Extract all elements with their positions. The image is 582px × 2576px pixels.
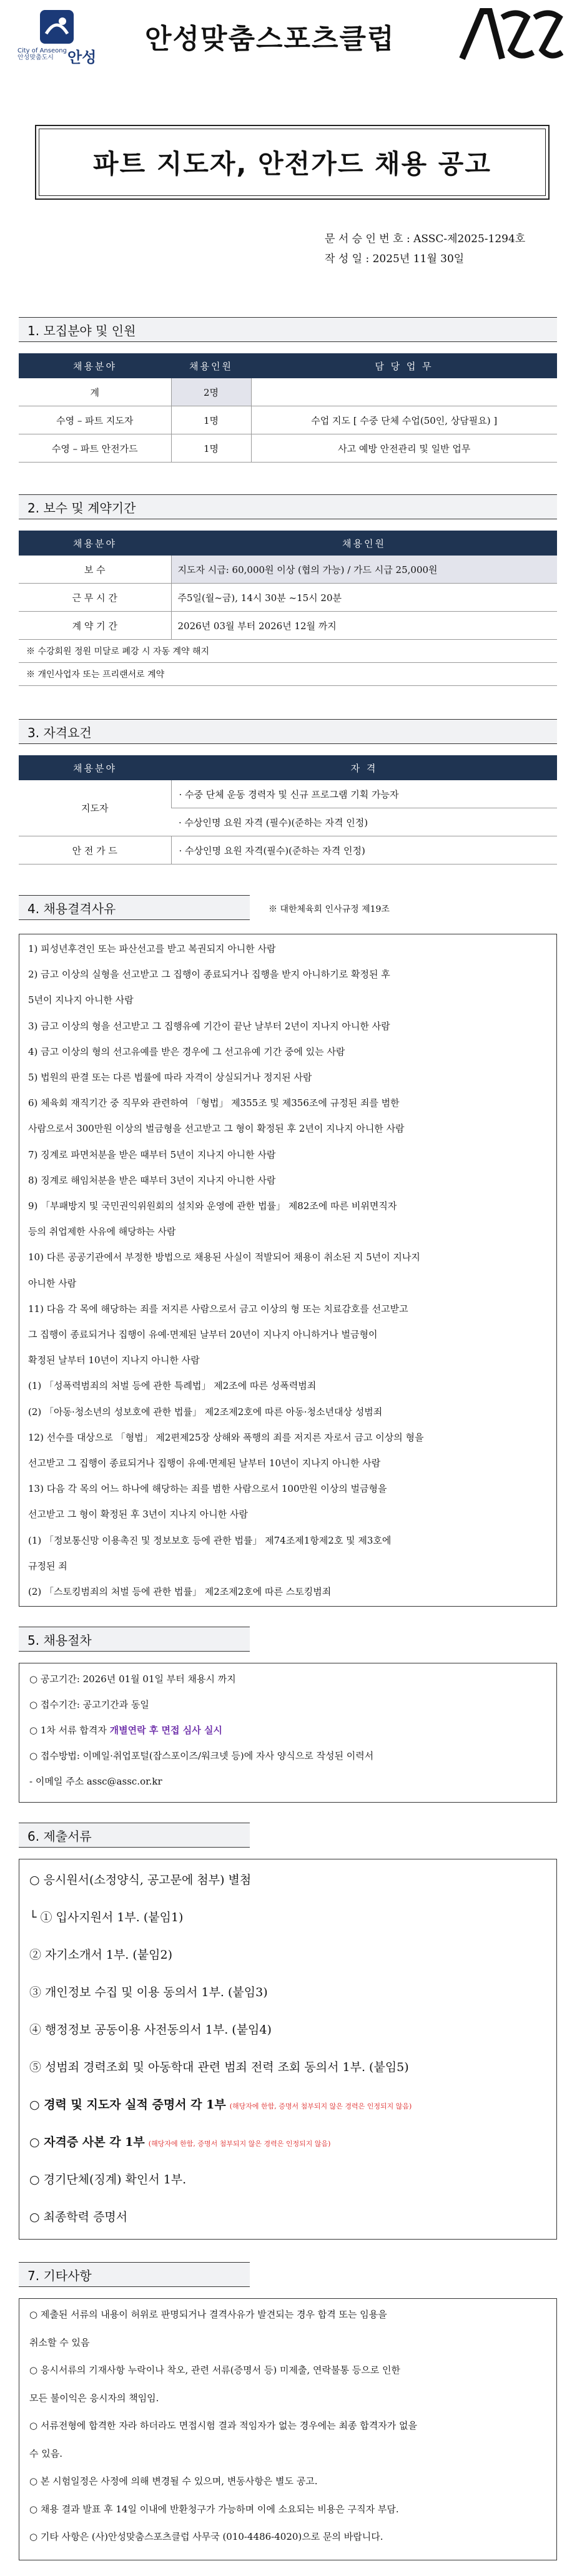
list-line: 2) 금고 이상의 실형을 선고받고 그 집행이 종료되거나 집행을 받지 아니하기로 확정된 후 <box>28 969 390 981</box>
table-row: 지도자 · 수중 단체 운동 경력자 및 신규 프로그램 기획 가능자 <box>19 780 557 808</box>
section-documents: 6. 제출서류 <box>19 1823 250 1848</box>
list-line: 11) 다음 각 목에 해당하는 죄를 저지른 사람으로서 금고 이상의 형 또는 치료감호를 선고받고 <box>28 1303 408 1315</box>
list-line: 등의 취업제한 사유에 해당하는 사람 <box>28 1226 176 1238</box>
procedure-period: ○ 공고기간: 2026년 01월 01일 부터 채용시 까지 <box>29 1673 236 1685</box>
col-header: 자 격 <box>171 755 557 780</box>
document-license: ○ 자격증 사본 각 1부 (해당자에 한함, 증명서 첨부되지 않은 경력은 인정되지 않음) <box>29 2135 331 2149</box>
list-line: 취소할 수 있음 <box>29 2336 90 2348</box>
list-line: (1) 「정보통신망 이용촉진 및 정보보호 등에 관한 법률」 제74조제1항제2호 및 제3호에 <box>28 1534 392 1546</box>
list-line: ○ 응시서류의 기재사항 누락이나 착오, 관련 서류(증명서 등) 미제출, 연락불통 등으로 인한 <box>29 2364 400 2376</box>
club-name: 안성맞춤스포츠클럽 <box>145 23 395 55</box>
document-item: └ ① 입사지원서 1부. (붙임1) <box>29 1911 184 1924</box>
list-line: 13) 다음 각 목의 어느 하나에 해당하는 죄를 범한 사람으로서 100만원 이상의 벌금형을 <box>28 1483 387 1495</box>
list-line: 5년이 지나지 아니한 사람 <box>28 994 134 1006</box>
procedure-box <box>19 1663 557 1803</box>
list-line: 4) 금고 이상의 형의 선고유예를 받은 경우에 그 선고유예 기간 중에 있는 사람 <box>28 1046 345 1057</box>
documents-head: ○ 응시원서(소정양식, 공고문에 첨부) 별첨 <box>29 1873 252 1887</box>
procedure-email[interactable]: - 이메일 주소 assc@assc.or.kr <box>29 1776 162 1787</box>
header <box>0 0 582 74</box>
list-line: ○ 본 시험일정은 사정에 의해 변경될 수 있으며, 변동사항은 별도 공고. <box>29 2476 318 2487</box>
document-item: ③ 개인정보 수집 및 이용 동의서 1부. (붙임3) <box>29 1986 268 1999</box>
section-recruit-field: 1. 모집분야 및 인원 <box>19 317 557 342</box>
list-line: ○ 기타 사항은 (사)안성맞춤스포츠클럽 사무국 (010-4486-4020)으로 문의 바랍니다. <box>29 2531 383 2542</box>
list-line: ○ 채용 결과 발표 후 14일 이내에 반환청구가 가능하며 이에 소요되는 비용은 구직자 부담. <box>29 2503 399 2515</box>
list-line: ○ 서류전형에 합격한 자라 하더라도 면접시험 결과 적임자가 없는 경우에는 최종 합격자가 없을 <box>29 2420 417 2431</box>
list-line: 6) 체육회 재직기간 중 직무와 관련하여 「형법」 제355조 및 제356조에 규정된 죄를 범한 <box>28 1097 400 1109</box>
procedure-receipt: ○ 접수기간: 공고기간과 동일 <box>29 1699 149 1710</box>
documents-box <box>19 1859 557 2240</box>
section-procedure: 5. 채용절차 <box>19 1627 250 1652</box>
pay-table <box>19 531 557 686</box>
city-logo <box>17 9 99 66</box>
table-row: 계 약 기 간 2026년 03월 부터 2026년 12월 까지 <box>19 612 557 640</box>
list-line: (2) 「아동·청소년의 성보호에 관한 법률」 제2조제2호에 따른 아동·청소년대상 성범죄 <box>28 1406 383 1418</box>
document-item: ⑤ 성범죄 경력조회 및 아동학대 관련 범죄 전력 조회 동의서 1부. (붙임5) <box>29 2060 409 2074</box>
list-line: 선고받고 그 형이 확정된 후 3년이 지나지 아니한 사람 <box>28 1509 248 1521</box>
disqualification-box <box>19 934 557 1607</box>
col-header: 채용분야 <box>19 755 171 780</box>
disqualification-reference: ※ 대한체육회 인사규정 제19조 <box>269 904 390 914</box>
section-misc: 7. 기타사항 <box>19 2262 250 2287</box>
document-career: ○ 경력 및 지도자 실적 증명서 각 1부 (해당자에 한함, 증명서 첨부되지 않은 경력은 인정되지 않음) <box>29 2098 412 2112</box>
city-name-en: City of Anseong 안성맞춤도시 <box>17 47 67 61</box>
col-header: 채용분야 <box>19 531 171 556</box>
col-header: 채용분야 <box>19 353 171 378</box>
table-note: ※ 개인사업자 또는 프리랜서로 계약 <box>19 663 557 686</box>
procedure-first-pass: ○ 1차 서류 합격자 개별연락 후 면접 심사 실시 <box>29 1725 222 1736</box>
list-line: 9) 「부패방지 및 국민권익위원회의 설치와 운영에 관한 법률」 제82조에 따른 비위면직자 <box>28 1200 397 1212</box>
list-line: 선고받고 그 집행이 종료되거나 집행이 유예·면제된 날부터 10년이 지나지 아니한 사람 <box>28 1457 381 1469</box>
col-header: 담 당 업 무 <box>251 353 557 378</box>
list-line: 수 있음. <box>29 2447 63 2459</box>
list-line: (1) 「성폭력범죄의 처벌 등에 관한 특례법」 제2조에 따른 성폭력범죄 <box>28 1380 317 1392</box>
col-header: 채용인원 <box>171 353 251 378</box>
document-health: ○ 경기단체(징계) 확인서 1부. <box>29 2173 187 2187</box>
list-line: 10) 다른 공공기관에서 부정한 방법으로 채용된 사실이 적발되어 채용이 취소된 지 5년이 지나지 <box>28 1251 420 1263</box>
list-line: 1) 피성년후견인 또는 파산선고를 받고 복권되지 아니한 사람 <box>28 943 276 954</box>
recruit-table <box>19 353 557 463</box>
document-item: ④ 행정정보 공동이용 사전동의서 1부. (붙임4) <box>29 2023 272 2037</box>
section-disqualification: 4. 채용결격사유 <box>19 895 250 920</box>
doc-approval-number: 문 서 승 인 번 호 : ASSC-제2025-1294호 <box>325 233 526 245</box>
misc-box <box>19 2298 557 2560</box>
list-line: 모든 불이익은 응시자의 책임임. <box>29 2392 159 2404</box>
club-logo-icon <box>457 6 563 64</box>
list-line: (2) 「스토킹범죄의 처벌 등에 관한 법률」 제2조제2호에 따른 스토킹범죄 <box>28 1586 332 1597</box>
list-line: 아니한 사람 <box>28 1277 77 1289</box>
list-line: 확정된 날부터 10년이 지나지 아니한 사람 <box>28 1354 200 1366</box>
list-line: 사람으로서 300만원 이상의 벌금형을 선고받고 그 형이 확정된 후 2년이 지나지 아니한 사람 <box>28 1123 405 1135</box>
list-line: 12) 선수를 대상으로 「형법」 제2편제25장 상해와 폭행의 죄를 저지른 자로서 금고 이상의 형을 <box>28 1431 424 1443</box>
qualification-table <box>19 755 557 864</box>
section-pay-contract: 2. 보수 및 계약기간 <box>19 494 557 519</box>
table-row: 수영 – 파트 지도자 1명 수업 지도 [ 수중 단체 수업(50인, 상담필요) ] <box>19 406 557 434</box>
list-line: 규정된 죄 <box>28 1560 67 1572</box>
page-title: 파트 지도자, 안전가드 채용 공고 <box>35 125 550 200</box>
table-row: · 수상인명 요원 자격 (필수)(준하는 자격 인정) <box>19 808 557 836</box>
table-row: 안 전 가 드 · 수상인명 요원 자격(필수)(준하는 자격 인정) <box>19 836 557 864</box>
table-note: ※ 수강회원 정원 미달로 폐강 시 자동 계약 해지 <box>19 640 557 663</box>
col-header: 채용인원 <box>171 531 557 556</box>
list-line: ○ 제출된 서류의 내용이 허위로 판명되거나 결격사유가 발견되는 경우 합격 또는 임용을 <box>29 2309 387 2320</box>
city-name: 안성 <box>67 49 97 66</box>
document-item: ② 자기소개서 1부. (붙임2) <box>29 1948 172 1962</box>
document-education: ○ 최종학력 증명서 <box>29 2210 128 2224</box>
table-row: 수영 – 파트 안전가드 1명 사고 예방 안전관리 및 일반 업무 <box>19 434 557 463</box>
doc-date: 작 성 일 : 2025년 11월 30일 <box>325 253 465 265</box>
list-line: 7) 징계로 파면처분을 받은 때부터 5년이 지나지 아니한 사람 <box>28 1148 276 1160</box>
table-row: 근 무 시 간 주5일(월~금), 14시 30분 ~15시 20분 <box>19 584 557 612</box>
list-line: 3) 금고 이상의 형을 선고받고 그 집행유예 기간이 끝난 날부터 2년이 지나지 아니한 사람 <box>28 1020 390 1032</box>
table-row: 보 수 지도자 시급: 60,000원 이상 (협의 가능) / 가드 시급 25,000원 <box>19 556 557 584</box>
list-line: 8) 징계로 해임처분을 받은 때부터 3년이 지나지 아니한 사람 <box>28 1174 276 1186</box>
city-emblem-icon <box>39 9 75 45</box>
section-qualification: 3. 자격요건 <box>19 719 557 744</box>
procedure-method: ○ 접수방법: 이메일·취업포털(잡스포이즈/워크넷 등)에 자사 양식으로 작성된 이력서 <box>29 1750 374 1761</box>
list-line: 그 집행이 종료되거나 집행이 유예·면제된 날부터 20년이 지나지 아니하거나 벌금형이 <box>28 1329 378 1340</box>
table-row: 계 2명 <box>19 378 557 406</box>
list-line: 5) 법원의 판결 또는 다른 법률에 따라 자격이 상실되거나 정지된 사람 <box>28 1072 312 1083</box>
